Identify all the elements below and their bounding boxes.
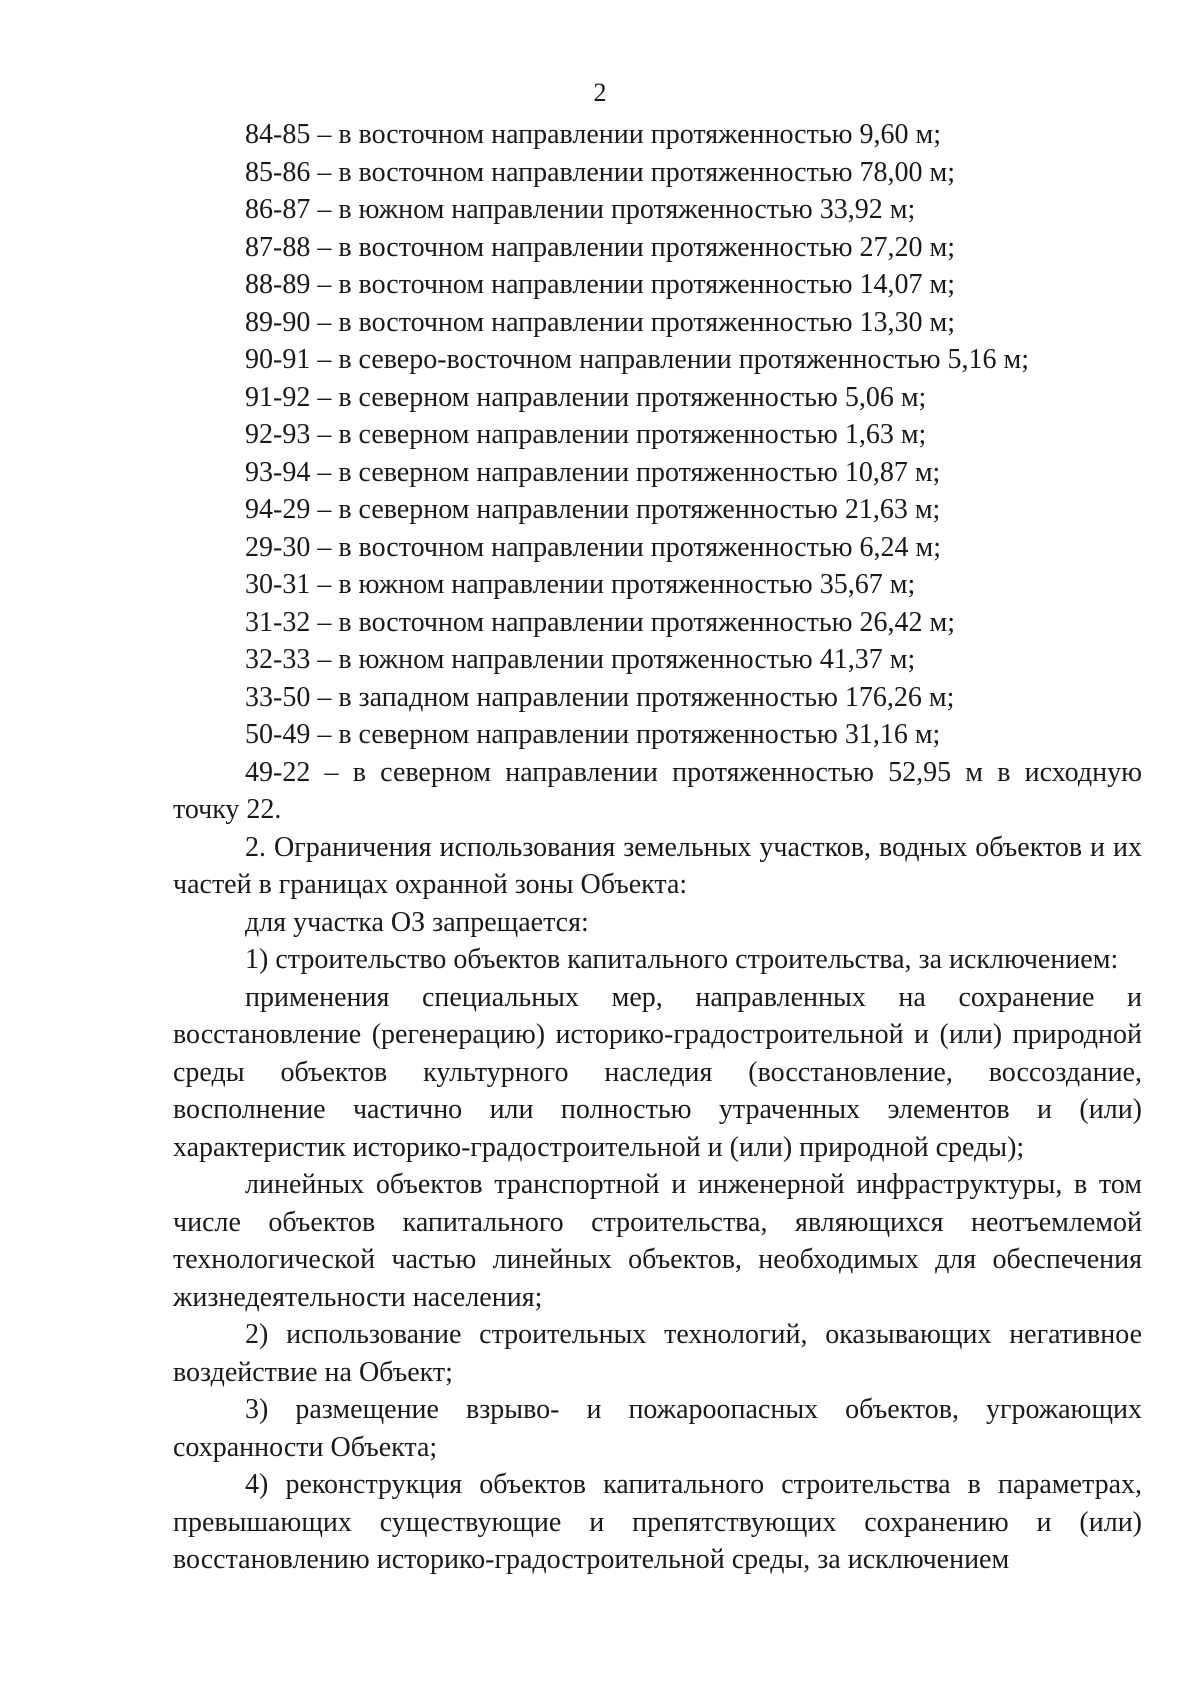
item-3: 3) размещение взрыво- и пожароопасных объектов, угрожающих сохранности Объекта; bbox=[173, 1394, 1142, 1463]
boundary-segment-29-30: 29-30 – в восточном направлении протяженностью 6,24 м; bbox=[245, 531, 942, 563]
boundary-segment-86-87: 86-87 – в южном направлении протяженностью 33,92 м; bbox=[245, 194, 916, 225]
boundary-segment-87-88: 87-88 – в восточном направлении протяженностью 27,20 м; bbox=[245, 231, 956, 263]
boundary-segment-31-32: 31-32 – в восточном направлении протяженностью 26,42 м; bbox=[245, 606, 956, 638]
boundary-segment-88-89: 88-89 – в восточном направлении протяженностью 14,07 м; bbox=[245, 269, 956, 300]
boundary-segment-85-86: 85-86 – в восточном направлении протяженностью 78,00 м; bbox=[245, 156, 956, 188]
boundary-segment-89-90: 89-90 – в восточном направлении протяженностью 13,30 м; bbox=[245, 306, 956, 338]
section-2-heading: 2. Ограничения использования земельных участков, водных объектов и их частей в границах охранной зоны Объекта: bbox=[173, 831, 1142, 900]
prohibited-intro: для участка ОЗ запрещается: bbox=[245, 906, 589, 938]
boundary-segment-91-92: 91-92 – в северном направлении протяженностью 5,06 м; bbox=[245, 381, 927, 413]
boundary-segment-93-94: 93-94 – в северном направлении протяженностью 10,87 м; bbox=[245, 456, 941, 488]
boundary-segment-49-22: 49-22 – в северном направлении протяженностью 52,95 м в исходную точку 22. bbox=[173, 756, 1142, 825]
item-1: 1) строительство объектов капитального строительства, за исключением: bbox=[245, 944, 1119, 975]
boundary-segment-92-93: 92-93 – в северном направлении протяженностью 1,63 м; bbox=[245, 419, 927, 450]
boundary-segment-33-50: 33-50 – в западном направлении протяженностью 176,26 м; bbox=[245, 681, 955, 713]
page-number: 2 bbox=[593, 78, 607, 107]
item-2: 2) использование строительных технологий, оказывающих негативное воздействие на Объект; bbox=[173, 1319, 1142, 1388]
boundary-segment-32-33: 32-33 – в южном направлении протяженностью 41,37 м; bbox=[245, 644, 916, 675]
boundary-segment-84-85: 84-85 – в восточном направлении протяженностью 9,60 м; bbox=[245, 119, 942, 150]
document-body bbox=[173, 116, 1142, 1579]
boundary-segment-30-31: 30-31 – в южном направлении протяженностью 35,67 м; bbox=[245, 569, 916, 600]
boundary-segment-90-91: 90-91 – в северо-восточном направлении протяженностью 5,16 м; bbox=[245, 344, 1030, 375]
item-4: 4) реконструкция объектов капитального строительства в параметрах, превышающих существующие и препятствующих сохранению и (или) восстановлению историко-градостроительной среды, за исключением bbox=[173, 1469, 1142, 1575]
boundary-segment-50-49: 50-49 – в северном направлении протяженностью 31,16 м; bbox=[245, 719, 941, 750]
boundary-segment-94-29: 94-29 – в северном направлении протяженностью 21,63 м; bbox=[245, 494, 941, 525]
item-1-exception-b: линейных объектов транспортной и инженерной инфраструктуры, в том числе объектов капитального строительства, являющихся неотъемлемой технологической частью линейных объектов, необходимых для обеспечения жизнедеятельности населения; bbox=[173, 1169, 1142, 1313]
item-1-exception-a: применения специальных мер, направленных на сохранение и восстановление (регенерацию) историко-градостроительной и (или) природной среды объектов культурного наследия (восстановление, воссоздание, восполнение частично или полностью утраченных элементов и (или) характеристик историко-градостроительной и (или) природной среды); bbox=[173, 981, 1142, 1163]
